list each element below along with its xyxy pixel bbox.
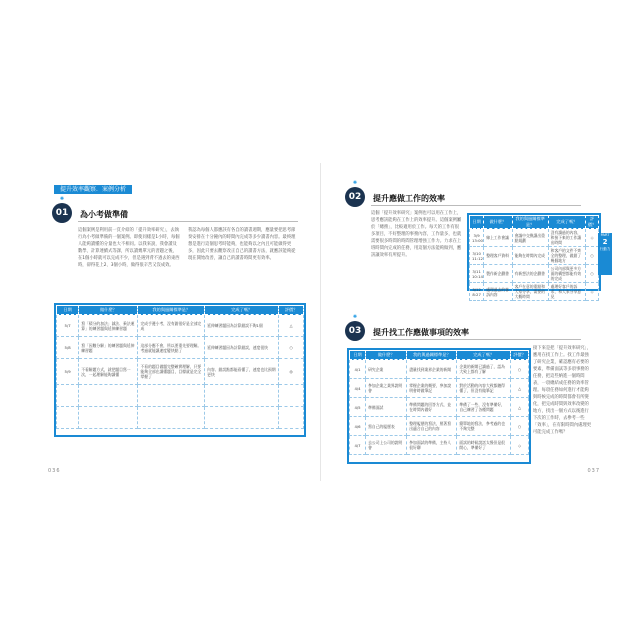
header-cell: 評價？ [279,306,304,315]
cell [79,407,138,429]
cell [138,407,205,429]
cell: 簡單地的寫法，參考過的也不夠完整 [457,417,511,436]
section-number-badge: ✺ 03 [345,321,365,341]
table-row [470,265,599,283]
header-cell: 評價？ [511,351,529,360]
cell: 延伸練習題因為計算錯誤，速度很快 [205,337,279,359]
sun-rays-icon: ✺ [352,180,358,186]
cell: 會議中交換讓出重點規劃 [512,229,548,247]
cell: 參加面試的準備，主持人很好聊 [407,436,457,455]
cell: 客戶在意的重點和大家分享，需要的大概時間 [512,283,548,301]
table-row [350,360,529,379]
cell: ◇ [511,436,529,455]
body-text: 接下來是把「提升效率研究」，應用在找工作上。找工作最強了研究企業，確認應有必要的要素，準備面試等多項事務的任務，把這些納進一個時間表，一項總結成任務的效率管理。每項任務如何進行才能夠與時候完成的時間都會有所變化，把完成時間與效率改變的地方，找出一個方式以後進行下次的工作時，去參考一些「效率」，在有限時間內處理更可能完成工作嗎？ [533,346,592,435]
cell: 能夠在時間內完成 [512,247,548,265]
sun-rays-icon: ✺ [59,196,65,202]
cell: ◎ [279,359,304,385]
table-row [350,436,529,455]
cell: ◇ [586,283,599,301]
body-text: 這個「提升效率研究」案例也可以用在工作上，思考應該能夠在工作上的效率提升。這個案例屬於「總務」，比較適用於工作。每天的工作有很多項目，不好整理的事務內容，工作量多，也就需要很多時間的時間管理增強工作力。力求在上班時間內完成的任務，用這個方法能夠做到，應該讓效率有所提升。 [371,211,462,258]
cell: ◇ [586,229,599,247]
cell: ○ [511,417,529,436]
part-title: 行動力 [599,247,611,251]
header-cell: 我的與過關標準是？ [407,351,457,360]
header-cell: 日期 [350,351,366,360]
cell: 處理過去的客訴內容 [484,283,512,301]
cell: 寫「因數分解」的練習題與延伸練習題 [79,337,138,359]
table-row [350,398,529,417]
cell: 5/9 [57,359,79,385]
cell: 準備了一些，沒有準備好，自己練習了各種問題 [457,398,511,417]
cell: 和客戶的文件不齊全的整理，做錯了幾個地方 [548,247,585,265]
cell: △ [279,315,304,337]
table [469,215,599,301]
cell: 有新想法的企劃書 [512,265,548,283]
table-row [470,229,599,247]
header-cell: 評價？ [586,216,599,229]
cell: 製作新企劃書 [484,265,512,283]
cell: 3/11 10:14 [470,265,484,283]
cell: △ [511,379,529,398]
page-number: 037 [587,468,600,474]
cell: ○ [279,337,304,359]
cell: 延伸練習題因為計算錯誤不夠1個 [205,315,279,337]
cell: 3/10 11:12 [470,247,484,265]
cell [57,385,79,407]
cell: 準備問題的回答方式，並在時間內做好 [407,398,457,417]
table-row [57,337,304,359]
cell: 面試的時候說話太慢但是很開心，準備好了 [457,436,511,455]
cell [138,385,205,407]
book-spread [30,163,612,481]
cell [279,407,304,429]
cell: 掌握企業的概要，參加說明會時做筆記 [407,379,457,398]
divider [371,339,581,340]
cell: 4/4 [350,379,366,398]
cell: ○ [586,247,599,265]
section-tag: 提升效率觀察．案例分析 [54,185,132,194]
table-row [57,385,304,407]
cell: 4/5 [350,398,366,417]
table-header [57,306,304,315]
divider [78,221,298,222]
work-table [467,213,601,299]
header-cell: 完成了嗎？ [205,306,279,315]
cell: 4/1 [350,360,366,379]
job-table [347,348,531,464]
cell: 寫自己的履歷表 [366,417,407,436]
table-row [350,417,529,436]
body-text-col2: 我認為每個人都應該有各自的讀書週期，應量要把思考節奏安排在十分鐘內的時間內完成等多少讀書內容。最終理想是進行這個思考時能夠，也能夠以之內且可能做得更多，因此只要去觀察改正自己的讀書方法，就應該能夠從現在開始改善，讓自己的讀書時間更有效率。 [188,228,296,261]
cell: 企業的新聞已讀過了，認為大致上都有了解 [457,360,511,379]
section-number-badge: ✺ 02 [345,187,365,207]
section-number-badge: ✺ 01 [52,203,72,223]
cell: 處理好客戶的訴求，和大家分享意見 [548,283,585,301]
cell: 4/6 [350,417,366,436]
cell [79,385,138,407]
table-row [57,359,304,385]
cell [205,407,279,429]
table-header [470,216,599,229]
cell: 5/7 [57,315,79,337]
cell: 整理履歷的寫法，照著寫出適合自己的內容 [407,417,457,436]
table-row [57,407,304,429]
section-heading: 提升應做工作的效率 [373,194,445,203]
cell: 寫「積分的加法」減法、乘法運算」的練習題與延伸練習題 [79,315,138,337]
divider [371,205,581,206]
table-row [57,315,304,337]
cell: 5/8 [57,337,79,359]
cell: 沒有讀過的內容，和接下來的工作讓出時間 [548,229,585,247]
cell: 研究企業 [366,360,407,379]
table [56,305,304,429]
body-text-col1: 這個案例是利用前一頁介紹的「提升效率研究」，去執行為小考做準備的一個案例。即使同樣是1小時，每個人能夠讀懂的分量也大不相同。以我來說，我會讀及數學、計算連續式等課，所以讀幾單元的習題之後，在1個小時就可以完成不少，但是遇到背不過去的東西時，卻得花上2、3個小時，做得很辛苦又沒成效。 [78,228,180,268]
cell: 對於活動的內容大致都聽得懂了，但沒有做筆記 [457,379,511,398]
part-label: PART [600,233,610,237]
sun-rays-icon: ✺ [352,314,358,320]
cell [279,385,304,407]
cell: 盡量找到業界企業的新聞 [407,360,457,379]
cell: 3/9 13:00 [470,229,484,247]
header-cell: 日期 [470,216,484,229]
cell: ○ [511,360,529,379]
cell: 參加企業之業界說明會 [366,379,407,398]
cell: 4/7 [350,436,366,455]
table-row [350,379,529,398]
cell: ○ [586,265,599,283]
table [349,350,529,455]
section-heading: 為小考做準備 [80,210,128,219]
table-header [350,351,529,360]
page-number: 036 [48,468,61,474]
cell: 不看的題目做題完整確實理解，只要能夠全部在讀懂題目，目標就是完全掌握了 [138,359,205,385]
cell: 內容、錯誤點都能看懂了，速度也比預期更快 [205,359,279,385]
cell: 整理客戶資料 [484,247,512,265]
cell [57,407,79,429]
cell: 準備面試 [366,398,407,417]
header-cell: 做什麼？ [366,351,407,360]
cell: 線上工作會議 [484,229,512,247]
header-cell: 做什麼？ [79,306,138,315]
cell: △ [511,398,529,417]
part-number: 2 [602,238,608,246]
header-cell: 完成了嗎？ [457,351,511,360]
header-cell: 完成了嗎？ [548,216,585,229]
study-table [54,303,306,437]
part-tab [598,233,612,275]
cell: 不看解題方式，就把題目寫一次，一起理解能夠讀懂 [79,359,138,385]
table-row [470,247,599,265]
cell: 公司內部與更多方面的構想都能有效的完成 [548,265,585,283]
cell: 去公司上公司的說明會 [366,436,407,455]
header-cell: 日期 [57,306,79,315]
cell: 這部分應不會，所以要重先要理解。考過就能讓速度變快點了 [138,337,205,359]
right-page [321,163,612,481]
section-heading: 提升找工作應做事項的效率 [373,328,469,337]
cell: 完成手邊小考，沒有錯很好是全部完成 [138,315,205,337]
left-page [30,163,320,481]
header-cell: 我的與過關標準是？ [512,216,548,229]
cell: 3/12 8:27 [470,283,484,301]
header-cell: 做什麼？ [484,216,512,229]
table-row [470,283,599,301]
header-cell: 我的與過關標準是？ [138,306,205,315]
cell [205,385,279,407]
